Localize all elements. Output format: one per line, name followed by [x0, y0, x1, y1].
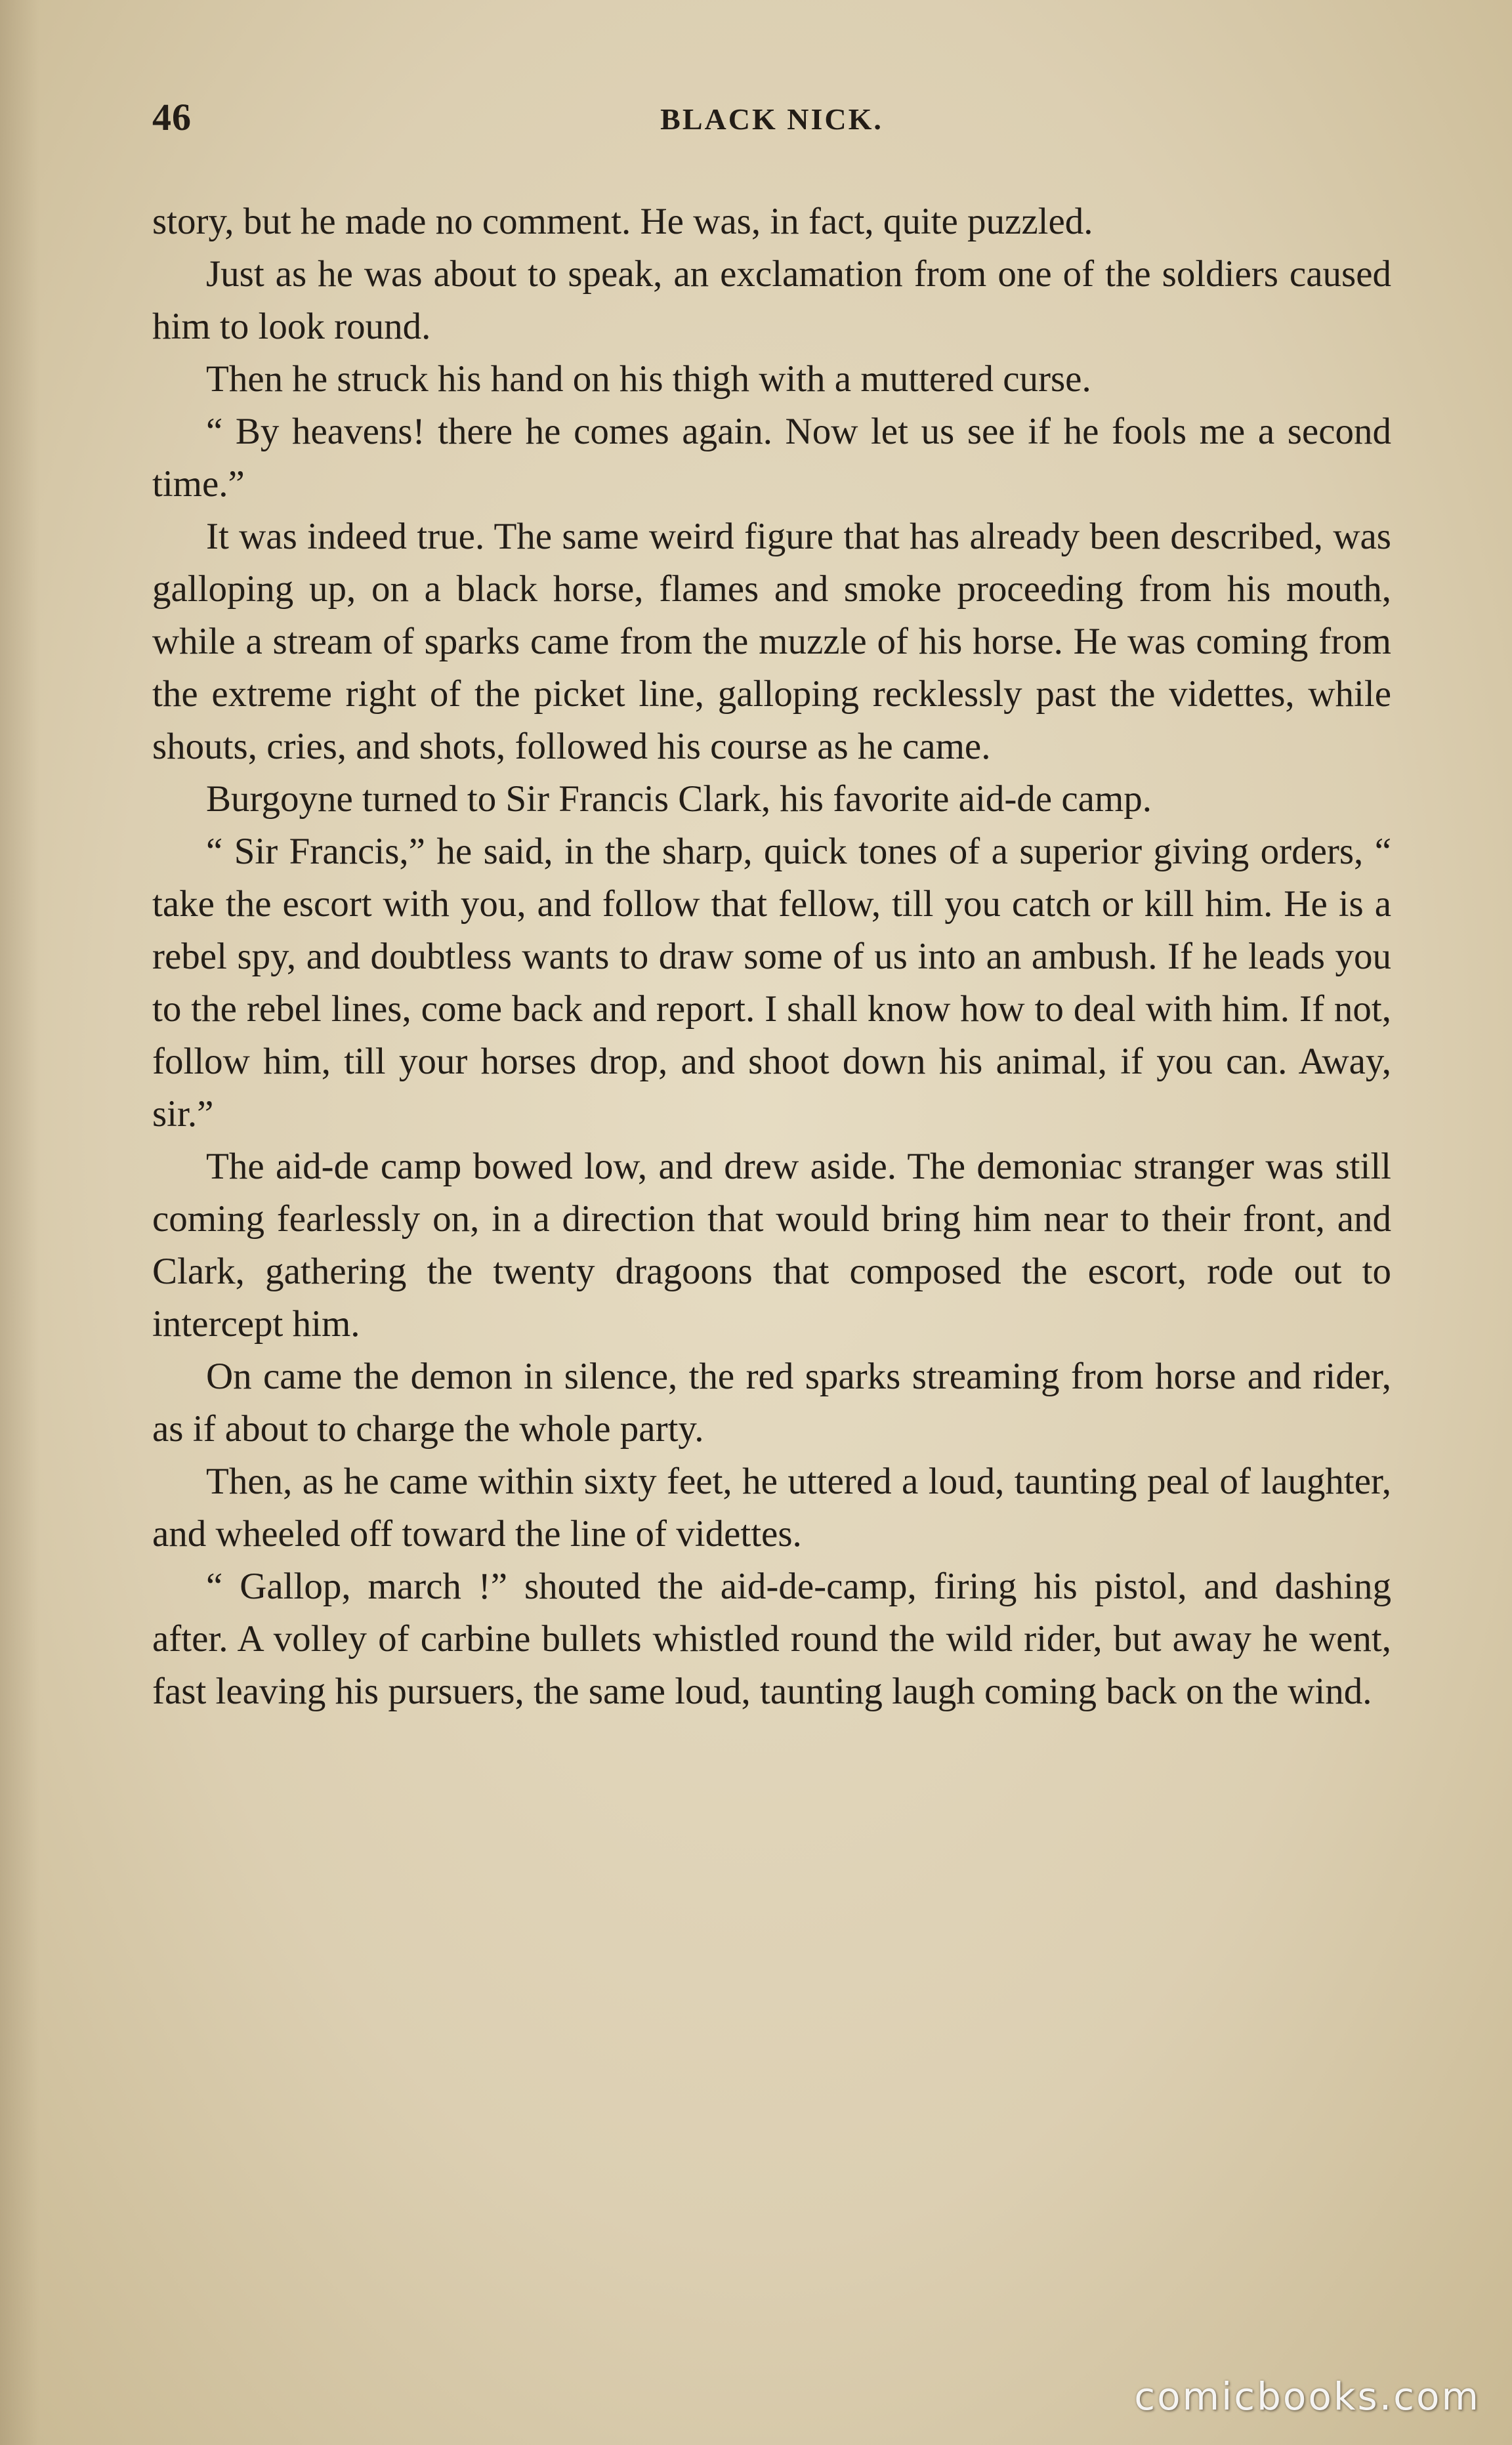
paragraph: “ Gallop, march !” shouted the aid-de-camp, firing his pistol, and dashing after. A volley of carbine bullets whistled round the wild rider, but away he went, fast leaving his pursuers, the same loud, taunting laugh coming back on the wind.	[152, 1566, 1391, 1712]
page-number: 46	[152, 96, 192, 138]
paragraph: It was indeed true. The same weird figure that has already been described, was galloping up, on a black horse, flames and smoke proceeding from his mouth, while a stream of sparks came from the muzzle of his horse. He was coming from the extreme right of the picket line, galloping recklessly past the videttes, while shouts, cries, and shots, followed his course as he came.	[152, 516, 1391, 767]
paragraph: Then, as he came within sixty feet, he uttered a loud, taunting peal of laughter, and wheeled off toward the line of videttes.	[152, 1461, 1391, 1555]
page-header	[152, 95, 1391, 148]
paragraph: Just as he was about to speak, an exclamation from one of the soldiers caused him to look round.	[152, 253, 1391, 347]
paragraph: Then he struck his hand on his thigh with a muttered curse.	[206, 358, 1091, 400]
page-edge-shadow	[0, 0, 39, 2445]
body-text	[152, 196, 1391, 1718]
watermark: comicbooks.com	[1134, 2374, 1480, 2419]
running-head: BLACK NICK.	[660, 102, 883, 136]
paragraph: story, but he made no comment. He was, in fact, quite puzzled.	[152, 201, 1093, 242]
paragraph: Burgoyne turned to Sir Francis Clark, his favorite aid-de camp.	[206, 778, 1152, 820]
paragraph: “ Sir Francis,” he said, in the sharp, quick tones of a superior giving orders, “ take the escort with you, and follow that fellow, till you catch or kill him. He is a rebel spy, and doubtless wants to draw some of us into an ambush. If he leads you to the rebel lines, come back and report. I shall know how to deal with him. If not, follow him, till your horses drop, and shoot down his animal, if you can. Away, sir.”	[152, 831, 1391, 1135]
paragraph: “ By heavens! there he comes again. Now let us see if he fools me a second time.”	[152, 411, 1391, 505]
paragraph: The aid-de camp bowed low, and drew aside. The demoniac stranger was still coming fearlessly on, in a direction that would bring him near to their front, and Clark, gathering the twenty dragoons that composed the escort, rode out to intercept him.	[152, 1146, 1391, 1345]
paragraph: On came the demon in silence, the red sparks streaming from horse and rider, as if about to charge the whole party.	[152, 1356, 1391, 1450]
